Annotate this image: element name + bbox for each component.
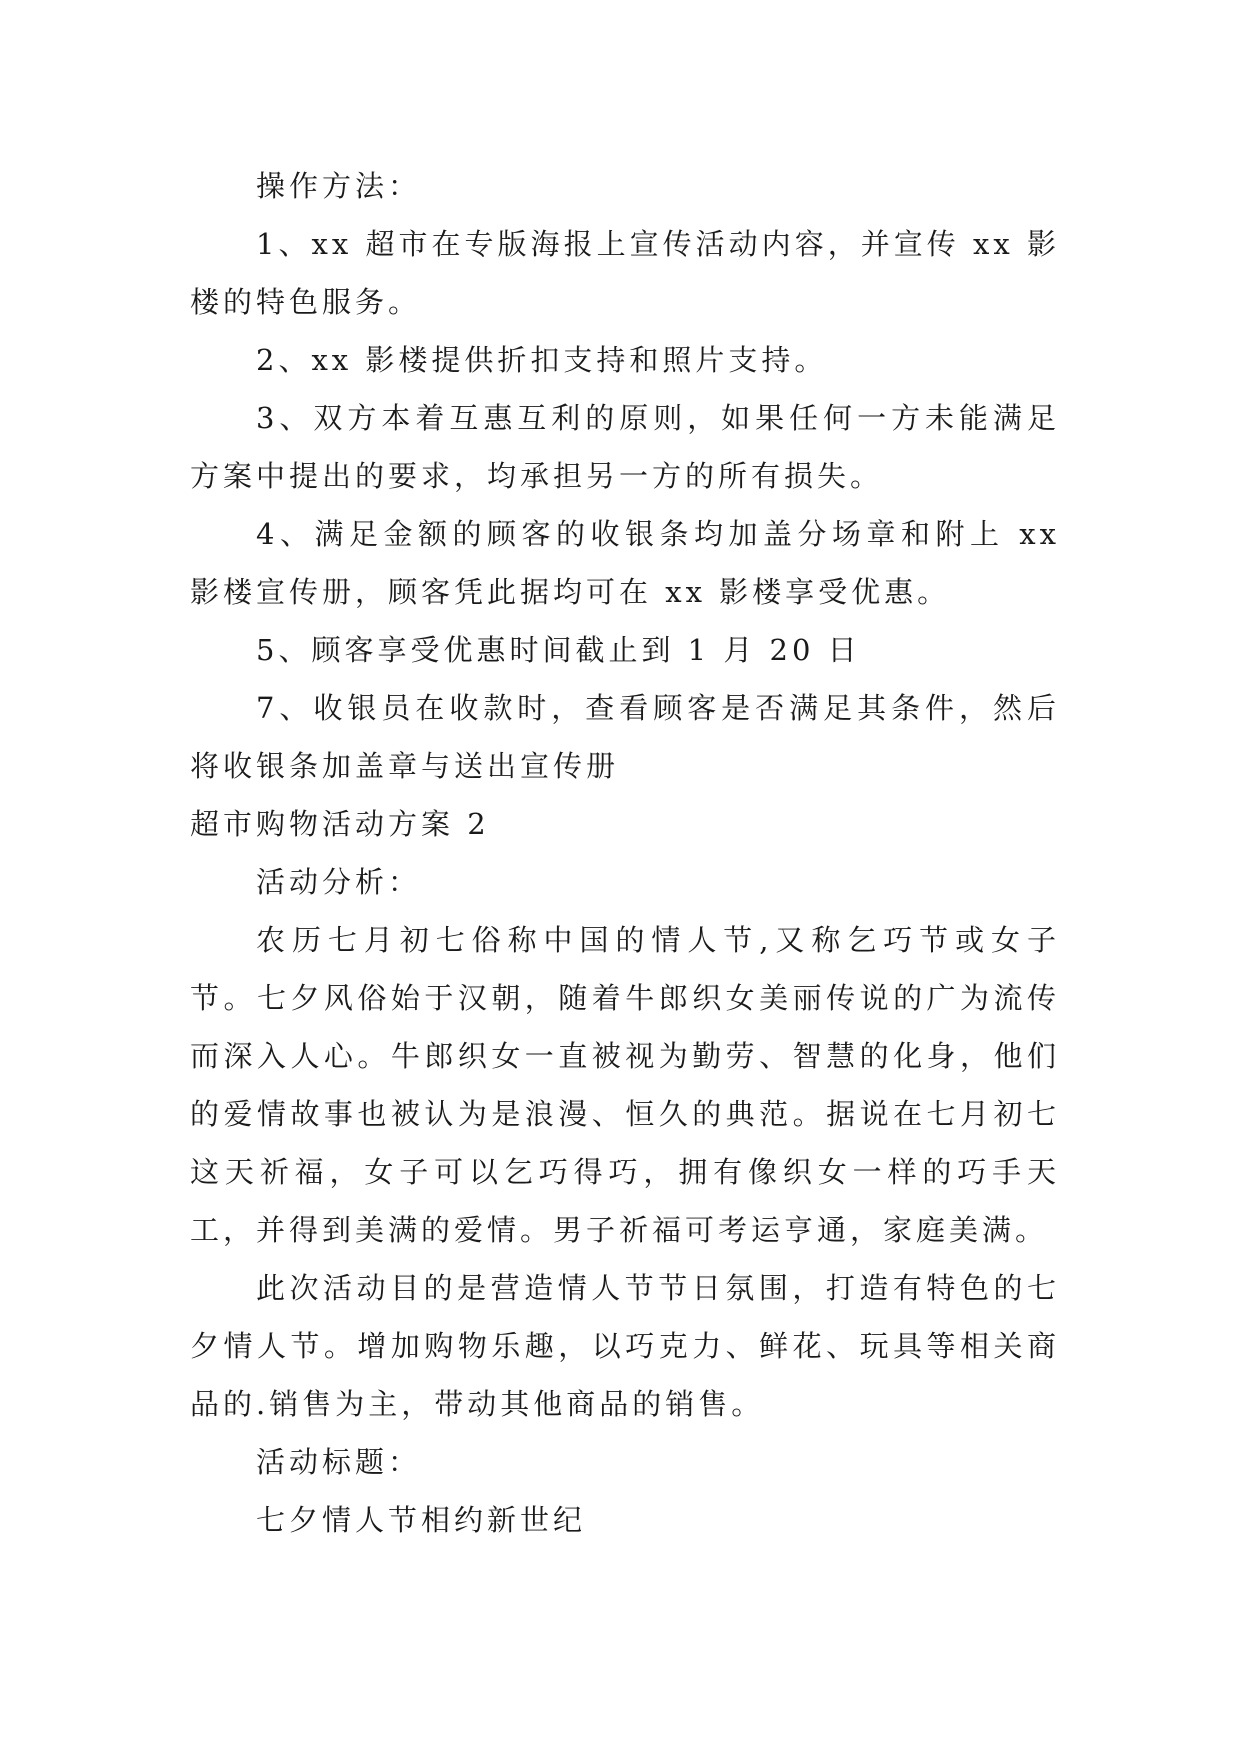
- para-step-5: 5、顾客享受优惠时间截止到 1 月 20 日: [256, 633, 861, 667]
- para-step-3: 3、双方本着互惠互利的原则，如果任何一方未能满足方案中提出的要求，均承担另一方的所有损失。: [190, 401, 1060, 493]
- para-step-2: 2、xx 影楼提供折扣支持和照片支持。: [256, 343, 828, 377]
- para-activity-title: 七夕情人节相约新世纪: [256, 1503, 587, 1537]
- para-step-7: 7、收银员在收款时，查看顾客是否满足其条件，然后将收银条加盖章与送出宣传册: [190, 691, 1060, 783]
- document-body: [190, 157, 1060, 1549]
- para-activity-title-label: 活动标题：: [256, 1445, 422, 1479]
- para-step-1: 1、xx 超市在专版海报上宣传活动内容，并宣传 xx 影楼的特色服务。: [190, 227, 1060, 319]
- para-operation-method: 操作方法：: [256, 169, 422, 203]
- para-activity-purpose: 此次活动目的是营造情人节节日氛围，打造有特色的七夕情人节。增加购物乐趣，以巧克力、鲜花、玩具等相关商品的.销售为主，带动其他商品的销售。: [190, 1271, 1060, 1421]
- para-qixi-background: 农历七月初七俗称中国的情人节,又称乞巧节或女子节。七夕风俗始于汉朝，随着牛郎织女美丽传说的广为流传而深入人心。牛郎织女一直被视为勤劳、智慧的化身，他们的爱情故事也被认为是浪漫、恒久的典范。据说在七月初七这天祈福，女子可以乞巧得巧，拥有像织女一样的巧手天工，并得到美满的爱情。男子祈福可考运亨通，家庭美满。: [190, 923, 1060, 1247]
- para-step-4: 4、满足金额的顾客的收银条均加盖分场章和附上 xx 影楼宣传册，顾客凭此据均可在 xx 影楼享受优惠。: [190, 517, 1060, 609]
- para-activity-analysis-label: 活动分析：: [256, 865, 422, 899]
- section-heading-plan-2: 超市购物活动方案 2: [190, 807, 490, 841]
